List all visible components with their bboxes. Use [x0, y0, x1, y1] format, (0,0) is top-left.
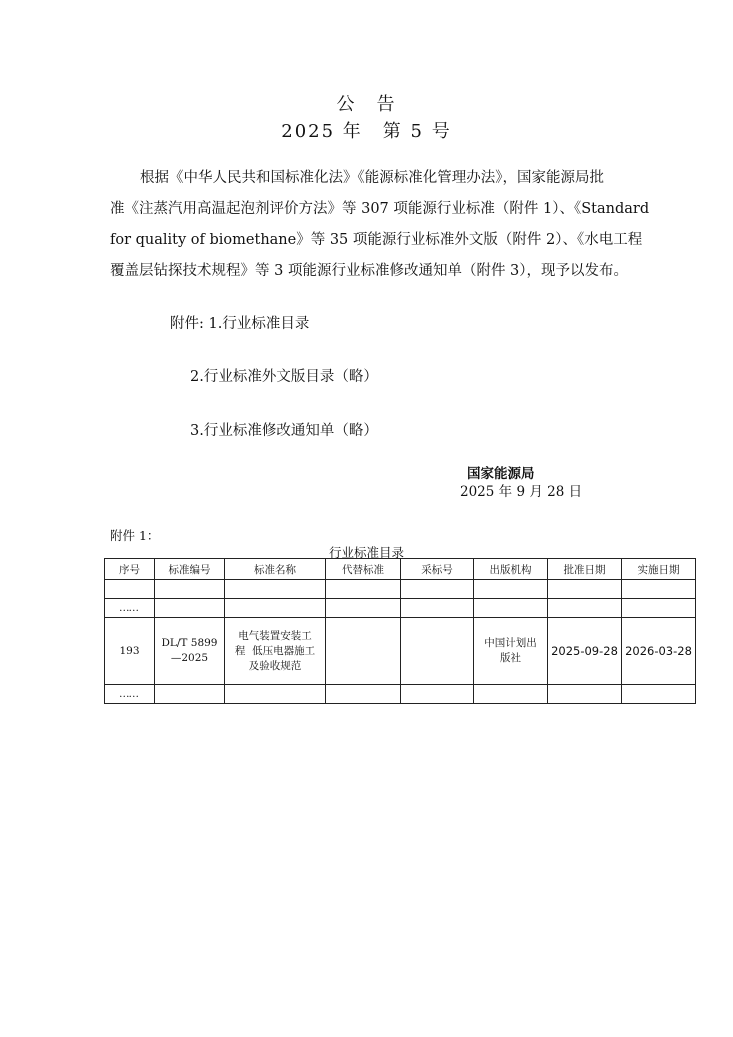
- header-publisher: 出版机构: [474, 559, 548, 580]
- cell-publisher-line2: 版社: [500, 652, 521, 664]
- annex-label: 附件 1：: [110, 528, 160, 543]
- header-code: 标准编号: [155, 559, 225, 580]
- header-approve-date: 批准日期: [548, 559, 622, 580]
- body-line-4: 覆盖层钻探技术规程》等 3 项能源行业标准修改通知单（附件 3），现予以发布。: [110, 263, 629, 279]
- cell-name: [225, 618, 326, 685]
- signature-date: 2025 年 9 月 28 日: [460, 484, 583, 500]
- ellipsis-cell: ……: [105, 685, 155, 704]
- cell-no: 193: [105, 618, 155, 685]
- cell-code: [155, 618, 225, 685]
- cell-publisher-line1: 中国计划出: [484, 637, 537, 649]
- body-line-3: for quality of biomethane》等 35 项能源行业标准外文版（附件 2）、《水电工程: [110, 232, 643, 248]
- cell-name-line2: 程 低压电器施工: [234, 644, 316, 657]
- table-header-row: [105, 559, 696, 580]
- cell-code-line1: DL/T 5899: [161, 637, 218, 649]
- body-line-1: 根据《中华人民共和国标准化法》《能源标准化管理办法》，国家能源局批: [140, 170, 604, 186]
- header-effective-date: 实施日期: [622, 559, 696, 580]
- notice-body: [110, 163, 650, 287]
- cell-replace: [326, 618, 401, 685]
- header-replace: 代替标准: [326, 559, 401, 580]
- cell-adopt: [401, 618, 474, 685]
- table-row: [105, 599, 696, 618]
- signature-org: 国家能源局: [467, 466, 535, 482]
- cell-code-line2: —2025: [170, 652, 209, 664]
- header-name: 标准名称: [225, 559, 326, 580]
- cell-publisher: [474, 618, 548, 685]
- attachment-1: 附件: 1.行业标准目录: [170, 316, 310, 332]
- body-line-2: 准《注蒸汽用高温起泡剂评价方法》等 307 项能源行业标准（附件 1）、《Standard: [110, 201, 650, 217]
- cell-effective-date: 2026-03-28: [622, 618, 696, 685]
- ellipsis-cell: ……: [105, 599, 155, 618]
- cell-approve-date: 2025-09-28: [548, 618, 622, 685]
- attachment-2: 2.行业标准外文版目录（略）: [190, 369, 378, 385]
- standards-table: [104, 558, 696, 704]
- table-row: [105, 685, 696, 704]
- notice-title: 公 告: [336, 94, 397, 115]
- table-title: 行业标准目录: [328, 545, 404, 560]
- table-row: [105, 618, 696, 685]
- header-adopt: 采标号: [401, 559, 474, 580]
- table-row: [105, 580, 696, 599]
- header-no: 序号: [105, 559, 155, 580]
- cell-name-line1: 电气装置安装工: [238, 629, 312, 642]
- cell-name-line3: 及验收规范: [248, 659, 302, 672]
- notice-number: 2025 年 第 5 号: [281, 121, 452, 142]
- attachment-3: 3.行业标准修改通知单（略）: [190, 423, 378, 439]
